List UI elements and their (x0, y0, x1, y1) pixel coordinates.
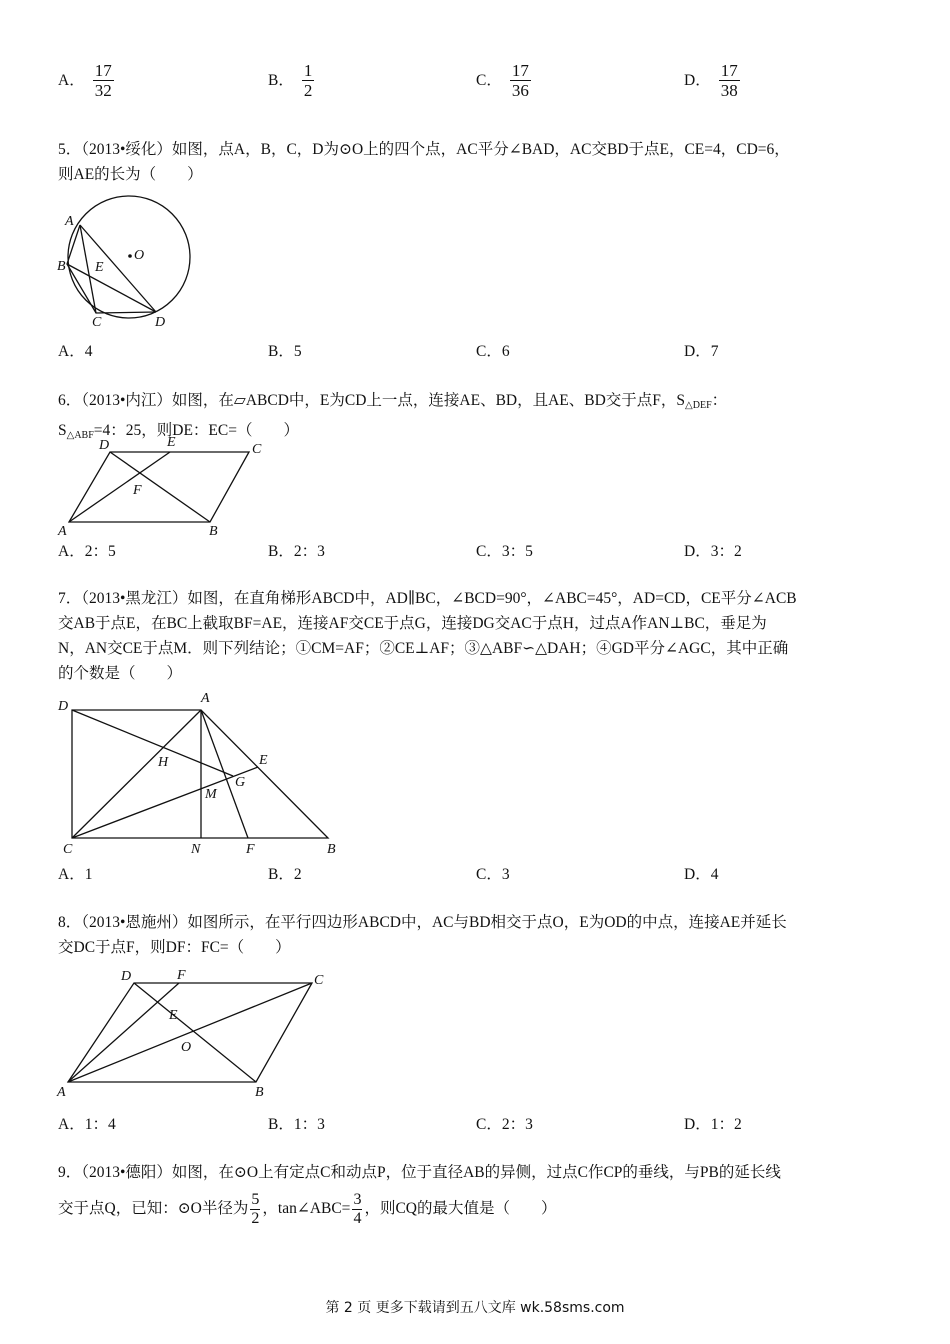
q8-option-a: A．1：4 (58, 1116, 116, 1133)
svg-text:A: A (58, 524, 67, 539)
q7-option-d: D．4 (684, 866, 719, 883)
page-footer: 第 2 页 更多下载请到五八文库 wk.58sms.com (325, 1300, 625, 1316)
svg-text:F: F (246, 842, 255, 857)
q5-option-b: B．5 (268, 343, 302, 360)
segment-ce (72, 767, 258, 838)
diagonal-bd (134, 983, 256, 1082)
diagonal-ac (72, 710, 201, 838)
svg-text:C: C (92, 315, 102, 330)
q8-option-d: D．1：2 (684, 1116, 742, 1133)
q7-option-b: B．2 (268, 866, 302, 883)
svg-text:E: E (167, 435, 176, 450)
svg-text:B: B (255, 1085, 264, 1100)
q6-option-c: C．3：5 (476, 543, 533, 560)
question-8-text: 8．（2013•恩施州）如图所示，在平行四边形ABCD中，AC与BD相交于点O，E为OD的中点，连接AE并延长 交DC于点F，则DF：FC=（ ） (58, 914, 787, 956)
diagonal-ac (68, 983, 312, 1082)
question-6-text: 6．（2013•内江）如图，在▱ABCD中，E为CD上一点，连接AE、BD，且AE、BD交于点F，$S_{\triangle DEF}$： $S_{\triangle ABF}=4$：25，则DE：EC=（ ） (58, 392, 728, 441)
center-o-dot (128, 254, 132, 258)
question-5-figure (55, 195, 200, 335)
svg-text:D: D (99, 438, 110, 453)
svg-text:A: A (65, 214, 74, 229)
question-7-text: 7．（2013•黑龙江）如图，在直角梯形ABCD中，AD∥BC，∠BCD=90°，∠ABC=45°，AD=CD，CE平分∠ACB 交AB于点E，在BC上截取BF=AE，连接AF交CE于点G，连接DG交AC于点H，过点A作AN⊥BC，垂足为 N，AN交CE于点M．则下列结论；①CM=AF；②CE⊥AF；③△ABF∽△DAH；④GD平分∠AGC，其中正确 的个数是（ ） (58, 590, 797, 682)
fraction-radius: $\frac{5}{2}$ (251, 1191, 260, 1227)
svg-text:C: C (63, 842, 73, 857)
q4-option-c: C． $\frac{17}{36}$ (476, 61, 529, 100)
segment-ae (69, 452, 170, 522)
fraction-tan: $\frac{3}{4}$ (353, 1191, 362, 1227)
svg-text:C: C (252, 442, 262, 457)
svg-text:F: F (133, 483, 142, 498)
svg-text:E: E (169, 1008, 178, 1023)
quad-abcd (67, 225, 156, 313)
svg-text:B: B (209, 524, 218, 539)
svg-text:E: E (259, 753, 268, 768)
svg-text:A: A (201, 691, 210, 706)
q4-option-b: B． $\frac{1}{2}$ (268, 61, 313, 100)
svg-text:D: D (155, 315, 166, 330)
q7-option-a: A．1 (58, 866, 93, 883)
trapezoid-abcd (72, 710, 328, 838)
question-8-figure (55, 962, 345, 1104)
svg-text:H: H (158, 755, 169, 770)
svg-text:E: E (95, 260, 104, 275)
svg-text:G: G (235, 775, 246, 790)
question-7-figure (55, 688, 355, 860)
q7-option-c: C．3 (476, 866, 510, 883)
chord-bd (67, 264, 156, 312)
q6-option-d: D．3：2 (684, 543, 742, 560)
q6-option-a: A．2：5 (58, 543, 116, 560)
segment-bd (110, 452, 210, 522)
q4-option-d: D． $\frac{17}{38}$ (684, 61, 738, 100)
q8-option-c: C．2：3 (476, 1116, 533, 1133)
q6-option-b: B．2：3 (268, 543, 325, 560)
segment-dg (72, 710, 233, 776)
chord-ad (80, 225, 156, 312)
q5-option-d: D．7 (684, 343, 719, 360)
svg-text:F: F (177, 968, 186, 983)
svg-text:O: O (134, 248, 145, 263)
q8-option-b: B．1：3 (268, 1116, 325, 1133)
question-9-text: 9．（2013•德阳）如图，在⊙O上有定点C和动点P，位于直径AB的异侧，过点C作CP的垂线，与PB的延长线 交于点Q，已知：⊙O半径为 $\frac{5}{2}$ ，tan∠ABC= $\frac{3}{4}$ ，则CQ的最大值是（ ） (58, 1164, 781, 1227)
svg-text:N: N (191, 842, 201, 857)
svg-text:B: B (57, 259, 66, 274)
svg-text:D: D (121, 969, 132, 984)
svg-text:B: B (327, 842, 336, 857)
svg-text:D: D (58, 699, 69, 714)
svg-text:M: M (205, 787, 217, 802)
svg-text:O: O (181, 1040, 192, 1055)
q5-option-a: A．4 (58, 343, 93, 360)
question-5-text: 5．（2013•绥化）如图，点A，B，C，D为⊙O上的四个点，AC平分∠BAD，AC交BD于点E，CE=4，CD=6， 则AE的长为（ ） (58, 141, 790, 183)
question-6-figure (55, 432, 275, 542)
svg-text:A: A (57, 1085, 66, 1100)
q5-option-c: C．6 (476, 343, 510, 360)
q4-option-a: A． $\frac{17}{32}$ (58, 61, 112, 100)
svg-text:C: C (314, 973, 324, 988)
